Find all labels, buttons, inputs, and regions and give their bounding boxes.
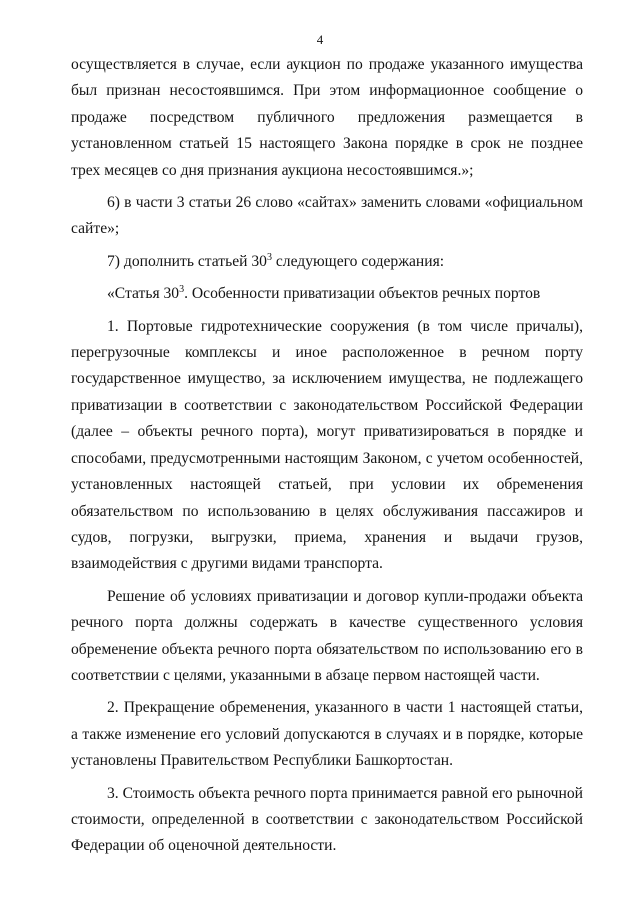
page-number: 4 [316,32,324,47]
paragraph-item-7 [71,249,583,275]
paragraph-part-3: 3. Стоимость объекта речного порта принимается равной его рыночной стоимости, определенной в соответствии с законодательством Российской Федерации об оценочной деятельности. [71,784,583,855]
article-heading-superscript: 3 [179,284,185,296]
paragraph-part-1: 1. Портовые гидротехнические сооружения (в том числе причалы), перегрузочные комплексы и иное расположенное в речном порту государственное имущество, за исключением имущества, не подлежащего приватизации в соответствии с законодательством Российской Федерации (далее – объекты речного порта), могут приватизироваться в порядке и способами, предусмотренными настоящим Законом, с учетом особенностей, установленных настоящей статьей, при условии их обременения обязательством по использованию в целях обслуживания пассажиров и судов, погрузки, выгрузки, приема, хранения и выдачи грузов, взаимодействия с другими видами транспорта. [71,317,583,573]
document-body [71,52,583,866]
article-heading [71,281,583,307]
article-heading-text: «Статья 30 [107,285,180,303]
paragraph-part-1-decision: Решение об условиях приватизации и договор купли-продажи объекта речного порта должны содержать в качестве существенного условия обременение объекта речного порта обязательством по использованию его в соответствии с целями, указанными в абзаце первом настоящей части. [71,587,583,684]
paragraph-item-6: 6) в части 3 статьи 26 слово «сайтах» заменить словами «официальном сайте»; [71,194,583,238]
article-heading-text-end: . Особенности приватизации объектов речных портов [184,285,541,303]
item-7-superscript: 3 [266,251,272,263]
item-7-text-end: следующего содержания: [271,252,445,270]
item-7-text: 7) дополнить статьей 30 [107,252,267,270]
paragraph-continuation: осуществляется в случае, если аукцион по продаже указанного имущества был признан несостоявшимся. При этом информационное сообщение о продаже посредством публичного предложения размещается в установленном статьей 15 настоящего Закона порядке в срок не позднее трех месяцев со дня признания аукциона несостоявшимся.»; [71,56,583,179]
paragraph-part-2: 2. Прекращение обременения, указанного в части 1 настоящей статьи, а также изменение его условий допускаются в случаях и в порядке, которые установлены Правительством Республики Башкортостан. [71,699,583,770]
